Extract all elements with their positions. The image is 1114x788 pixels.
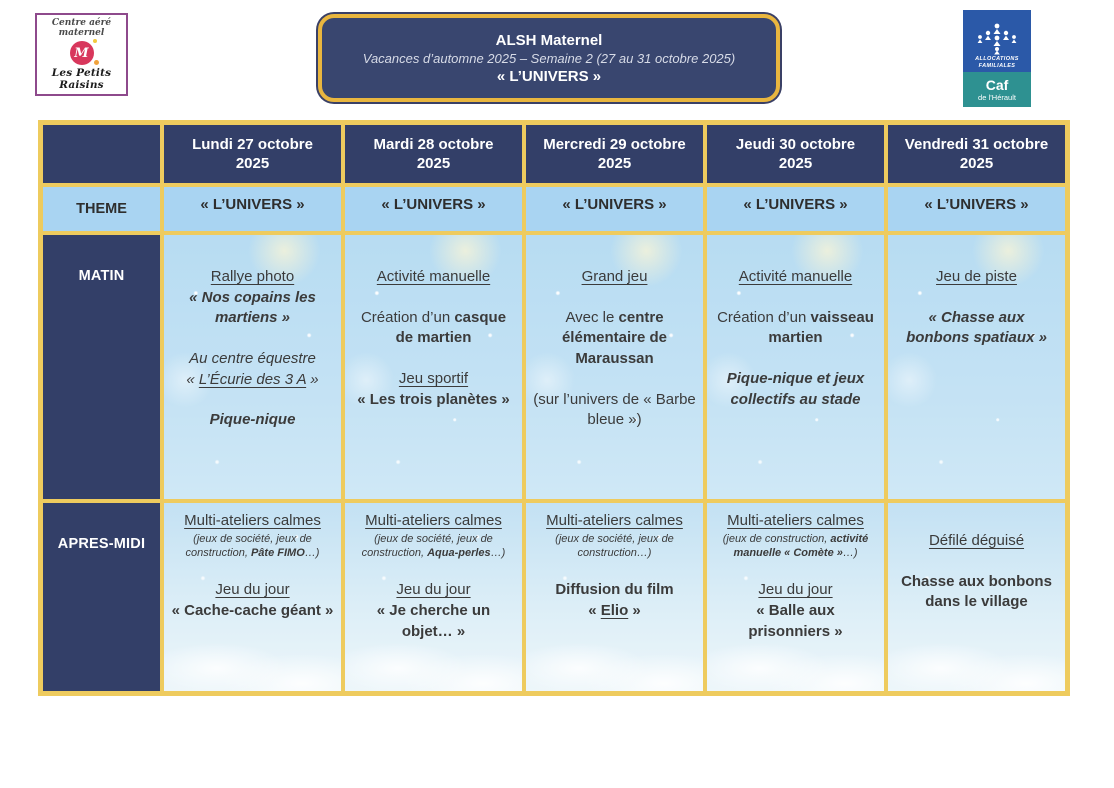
caf-name: Caf [985,76,1009,93]
matin-cell-mardi [345,235,522,499]
apres-midi-row-label: APRES-MIDI [43,503,160,691]
activity-line: Multi-ateliers calmes [727,512,864,529]
activity-line: « Cache-cache géant » [171,601,334,619]
activity-line: Au centre équestre [189,350,316,368]
activity-line [533,560,696,580]
activity-line [171,390,334,410]
theme-cell-mardi: « L’UNIVERS » [345,187,522,231]
activity-line [895,552,1058,572]
logo-brand-name: Les Petits Raisins [51,67,112,92]
activity-line: « Nos copains les martiens » [189,288,316,327]
apres-midi-cell-jeudi [707,503,884,691]
activity-line: Chasse aux bonbons dans le village [901,572,1052,611]
activity-line: Activité manuelle [376,268,491,285]
activity-line: « Balle aux prisonniers » [748,601,843,640]
theme-cell-vendredi: « L’UNIVERS » [888,187,1065,231]
corner-cell [43,125,160,183]
activity-line: Pique-nique [209,411,296,429]
caf-logo [963,10,1031,107]
centre-aere-logo [35,13,128,96]
day-header-jeudi: Jeudi 30 octobre 2025 [707,125,884,183]
activity-line: Jeu du jour [396,581,471,599]
logo-line2: maternel [58,28,105,38]
matin-row-label: MATIN [43,235,160,499]
activity-line: (jeux de société, jeux de construction, Aqua-perles…) [361,532,506,559]
title-banner [318,14,780,102]
theme-cell-lundi: « L’UNIVERS » [164,187,341,231]
activity-line: Diffusion du film [555,581,674,599]
apres-midi-cell-mardi [345,503,522,691]
activity-line: Multi-ateliers calmes [184,512,321,529]
activity-line [171,329,334,349]
activity-line [352,560,515,580]
activity-line: « L’Écurie des 3 A » [186,370,319,388]
activity-line: (sur l’univers de « Barbe bleue ») [533,390,696,429]
activity-line: Activité manuelle [738,268,853,285]
activity-line: Défilé déguisé [928,532,1025,549]
activity-line [352,288,515,308]
activity-line [533,288,696,308]
yellow-dot-icon [93,39,97,43]
activity-line: Pique-nique et jeux collectifs au stade [726,370,865,408]
activity-line: Création d’un vaisseau martien [717,308,874,347]
banner-title: ALSH Maternel [495,31,603,49]
activity-line: Jeu de piste [936,268,1017,285]
day-header-mardi: Mardi 28 octobre 2025 [345,125,522,183]
caf-org-name: ALLOCATIONS FAMILIALES [975,55,1019,69]
orange-dot-icon [94,60,99,65]
activity-line: Multi-ateliers calmes [546,512,683,529]
logo-line1: Centre aéré [51,17,112,28]
apres-midi-cell-mercredi [526,503,703,691]
activity-line: « Je cherche un objet… » [376,601,491,640]
matin-cell-vendredi [888,235,1065,499]
theme-row-label: THEME [43,187,160,231]
banner-subtitle: Vacances d’automne 2025 – Semaine 2 (27 au 31 octobre 2025) [362,50,736,66]
caf-region: de l’Hérault [978,92,1016,102]
activity-line [171,560,334,580]
matin-cell-lundi [164,235,341,499]
activity-line: Rallye photo [210,268,295,285]
theme-cell-mercredi: « L’UNIVERS » [526,187,703,231]
activity-line: Grand jeu [581,268,648,285]
monogram-icon [70,41,94,65]
activity-line: (jeux de société, jeux de construction…) [555,532,674,559]
activity-line [714,560,877,580]
apres-midi-cell-lundi [164,503,341,691]
activity-line [714,288,877,308]
planning-table [38,120,1070,696]
theme-cell-jeudi: « L’UNIVERS » [707,187,884,231]
caf-logo-top [963,10,1031,72]
activity-line [895,511,1058,531]
activity-line: Jeu du jour [215,581,290,599]
day-header-lundi: Lundi 27 octobre 2025 [164,125,341,183]
activity-line: Multi-ateliers calmes [365,512,502,529]
caf-logo-bottom [963,72,1031,107]
activity-line [352,349,515,369]
activity-line: « Les trois planètes » [357,390,510,408]
activity-line: (jeux de société, jeux de construction, Pâte FIMO…) [185,532,320,559]
activity-line: Jeu sportif [398,370,469,388]
monogram-letter: M [74,45,89,61]
activity-line [895,288,1058,308]
activity-line: Jeu du jour [758,581,833,599]
activity-line [714,349,877,369]
apres-midi-cell-vendredi [888,503,1065,691]
activity-line: Avec le centre élémentaire de Maraussan [561,308,668,368]
matin-cell-mercredi [526,235,703,499]
matin-cell-jeudi [707,235,884,499]
activity-line: (jeux de construction, activité manuelle « Comète »…) [722,532,869,559]
activity-line: « Elio » [588,601,641,619]
activity-line [533,370,696,390]
activity-line: Création d’un casque de martien [360,308,507,347]
day-header-vendredi: Vendredi 31 octobre 2025 [888,125,1065,183]
caf-family-icon [975,23,1019,55]
day-header-mercredi: Mercredi 29 octobre 2025 [526,125,703,183]
activity-line: « Chasse aux bonbons spatiaux » [906,308,1047,347]
banner-theme: « L’UNIVERS » [496,67,602,85]
